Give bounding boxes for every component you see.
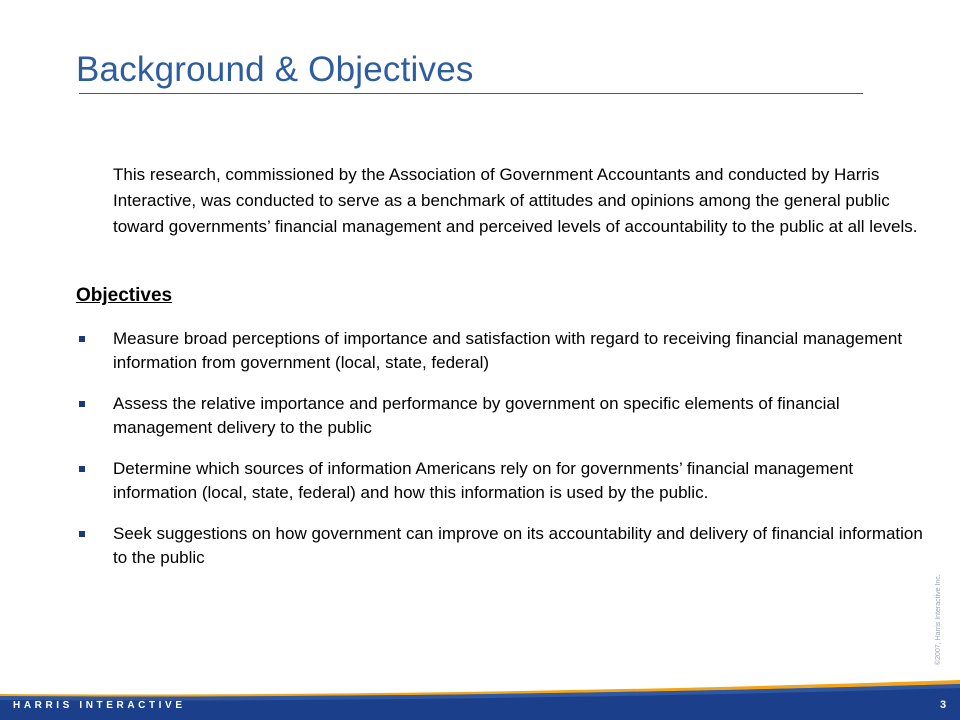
copyright-notice: ©2007, Harris Interactive Inc. (935, 574, 942, 665)
objectives-list (76, 327, 926, 587)
objective-item (76, 522, 926, 570)
square-bullet-icon (79, 336, 85, 342)
intro-paragraph: This research, commissioned by the Association of Government Accountants and conducted by Harris Interactive, was conducted to serve as a benchmark of attitudes and opinions among the general public toward governments’ financial management and perceived levels of accountability to the public at all levels. (113, 165, 918, 236)
square-bullet-icon (79, 531, 85, 537)
square-bullet-icon (79, 466, 85, 472)
objective-text: Measure broad perceptions of importance and satisfaction with regard to receiving financial management information from government (local, state, federal) (113, 329, 903, 372)
objective-item (76, 457, 926, 505)
objective-item (76, 327, 926, 375)
objective-text: Determine which sources of information Americans rely on for governments’ financial management information (local, state, federal) and how this information is used by the public. (113, 459, 854, 502)
square-bullet-icon (79, 401, 85, 407)
objective-text: Assess the relative importance and performance by government on specific elements of financial management delivery to the public (113, 394, 840, 437)
objective-text: Seek suggestions on how government can improve on its accountability and delivery of financial information to the public (113, 524, 923, 567)
objective-item (76, 392, 926, 440)
slide-title: Background & Objectives (76, 50, 474, 89)
title-underline-rule (79, 93, 863, 94)
objectives-heading: Objectives (76, 285, 173, 306)
page-number: 3 (940, 699, 947, 711)
brand-name: HARRIS INTERACTIVE (13, 700, 186, 711)
